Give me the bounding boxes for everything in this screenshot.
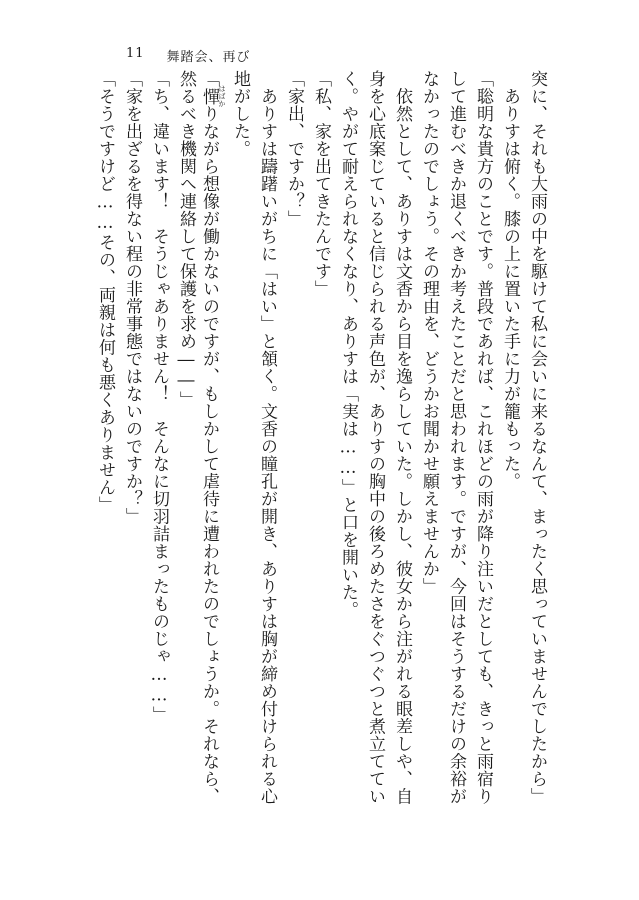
ruby-reading: はばか: [218, 85, 226, 108]
page-number: 11: [126, 46, 145, 61]
text-column: 身を心底案じていると信じられる声色が、ありすの胸中の後ろめたさをぐつぐつと煮立ててい: [365, 70, 385, 805]
ruby-annotation: 憚 はばか: [199, 85, 226, 108]
text-column: 「聡明な貴方のことです。普段であれば、これほどの雨が降り注いだとしても、きっと雨宿り: [473, 70, 493, 805]
text-column: して進むべきか退くべきか考えたことだと思われます。ですが、今回はそうするだけの余裕が: [446, 70, 466, 805]
text-column: 地がした。: [230, 70, 250, 158]
text-column: 「そうですけど……その、両親は何も悪くありません」: [95, 70, 115, 514]
text-column: 依然として、ありすは文香から目を逸らしていた。しかし、彼女から注がれる眼差しや、自: [392, 70, 412, 805]
text-column: ありすは俯く。膝の上に置いた手に力が籠もった。: [500, 70, 520, 490]
text-column: 「家を出ざるを得ない程の非常事態ではないのですか？」: [122, 70, 142, 525]
text-column: 「私、家を出てきたんです」: [311, 70, 331, 298]
text-column: 「ち、違います！ そうじゃありません！ そんなに切羽詰まったものじゃ……」: [149, 70, 169, 724]
text-column: 然るべき機関へ連絡して保護を求め――」: [176, 70, 196, 409]
page-header: [126, 46, 251, 65]
chapter-title: 舞踏会、再び: [166, 50, 251, 65]
text-column: 「家出、ですか？」: [284, 70, 304, 228]
text-column: ありすは躊躇いがちに「はい」と頷く。文香の瞳孔が開き、ありすは胸が締め付けられる心: [257, 70, 277, 805]
vertical-text-page: [90, 70, 550, 870]
text-column: く。やがて耐えられなくなり、ありすは「実は……」と口を開いた。: [338, 70, 358, 619]
text-column: なかったのでしょう。その理由を、どうかお聞かせ願えませんか」: [419, 70, 439, 595]
text-column: 「憚 はばかりながら想像が働かないのですが、もしかして虐待に遭われたのでしょうか。それなら、: [199, 70, 226, 805]
text-column: 突に、それも大雨の中を駆けて私に会いに来るなんて、まったく思っていませんでしたから」: [527, 70, 547, 805]
